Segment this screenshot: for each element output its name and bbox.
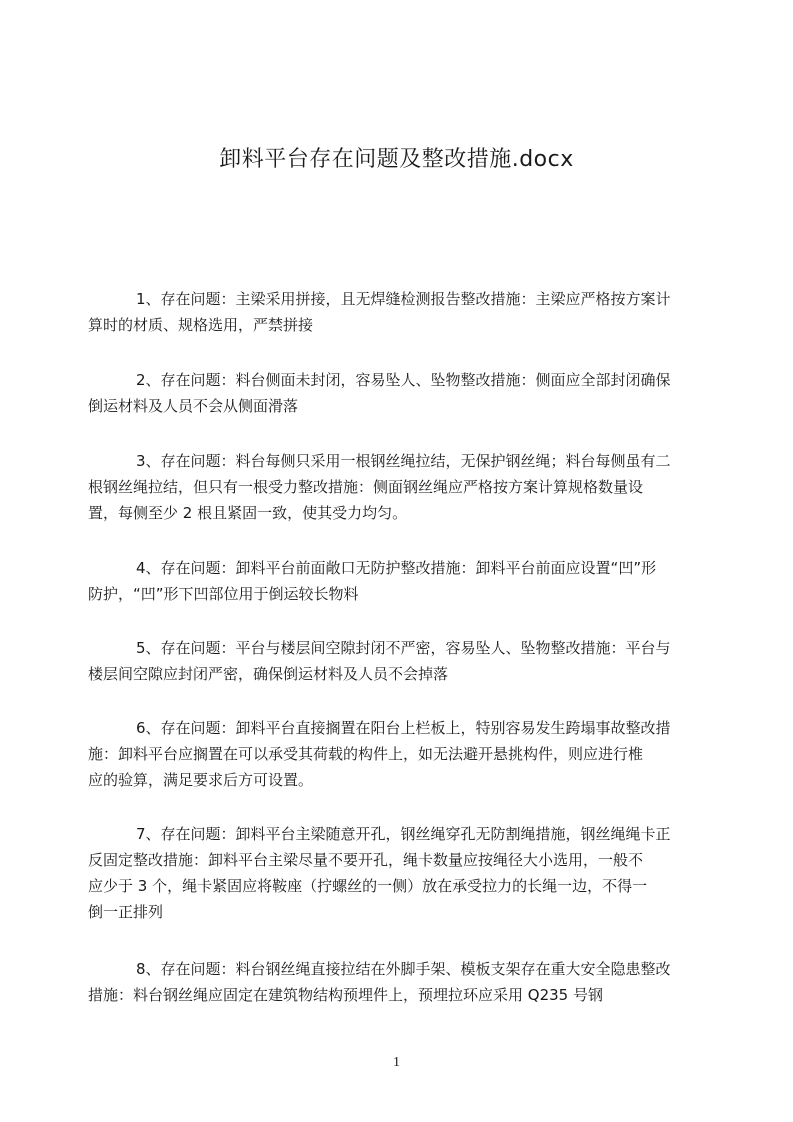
paragraph-line: 算时的材质、规格选用，严禁拼接 [88,316,314,334]
paragraph-line: 3、存在问题：料台每侧只采用一根钢丝绳拉结，无保护钢丝绳；料台每侧虽有二 [136,452,671,470]
paragraph-line: 5、存在问题：平台与楼层间空隙封闭不严密，容易坠人、坠物整改措施：平台与 [136,639,671,657]
paragraph-item-8 [88,956,710,1008]
paragraph-line: 应少于 3 个，绳卡紧固应将鞍座（拧螺丝的一侧）放在承受拉力的长绳一边，不得一 [88,877,648,895]
paragraph-item-1 [88,286,710,338]
paragraph-line: 6、存在问题：卸料平台直接搁置在阳台上栏板上，特别容易发生跨塌事故整改措 [136,719,671,737]
paragraph-item-5 [88,635,710,687]
paragraph-item-3 [88,448,710,526]
paragraph-item-7 [88,821,710,925]
paragraph-line: 8、存在问题：料台钢丝绳直接拉结在外脚手架、模板支架存在重大安全隐患整改 [136,960,671,978]
paragraph-line: 2、存在问题：料台侧面未封闭，容易坠人、坠物整改措施：侧面应全部封闭确保 [136,371,671,389]
paragraph-line: 根钢丝绳拉结，但只有一根受力整改措施：侧面钢丝绳应严格按方案计算规格数量设 [88,478,644,496]
paragraph-line: 措施：料台钢丝绳应固定在建筑物结构预埋件上，预埋拉环应采用 Q235 号钢 [88,986,603,1004]
paragraph-line: 施：卸料平台应搁置在可以承受其荷载的构件上，如无法避开悬挑构件，则应进行椎 [88,745,644,763]
paragraph-item-2 [88,367,710,419]
document-title: 卸料平台存在问题及整改措施.docx [219,147,574,172]
paragraph-line: 倒一正排列 [88,903,164,921]
paragraph-line: 置，每侧至少 2 根且紧固一致，使其受力均匀。 [88,504,408,522]
paragraph-line: 防护，“凹”形下凹部位用于倒运较长物料 [88,585,359,603]
paragraph-line: 应的验算，满足要求后方可设置。 [88,771,314,789]
paragraph-line: 4、存在问题：卸料平台前面敞口无防护整改措施：卸料平台前面应设置“凹”形 [136,559,657,577]
paragraph-item-4 [88,555,710,607]
paragraph-line: 倒运材料及人员不会从侧面滑落 [88,397,299,415]
paragraph-line: 楼层间空隙应封闭严密，确保倒运材料及人员不会掉落 [88,665,449,683]
paragraph-line: 反固定整改措施：卸料平台主梁尽量不要开孔，绳卡数量应按绳径大小选用，一般不 [88,851,644,869]
paragraph-item-6 [88,715,710,793]
paragraph-line: 7、存在问题：卸料平台主梁随意开孔，钢丝绳穿孔无防割绳措施，钢丝绳绳卡正 [136,825,671,843]
paragraph-line: 1、存在问题：主梁采用拼接，且无焊缝检测报告整改措施：主梁应严格按方案计 [136,290,671,308]
page-number: 1 [393,1055,400,1070]
